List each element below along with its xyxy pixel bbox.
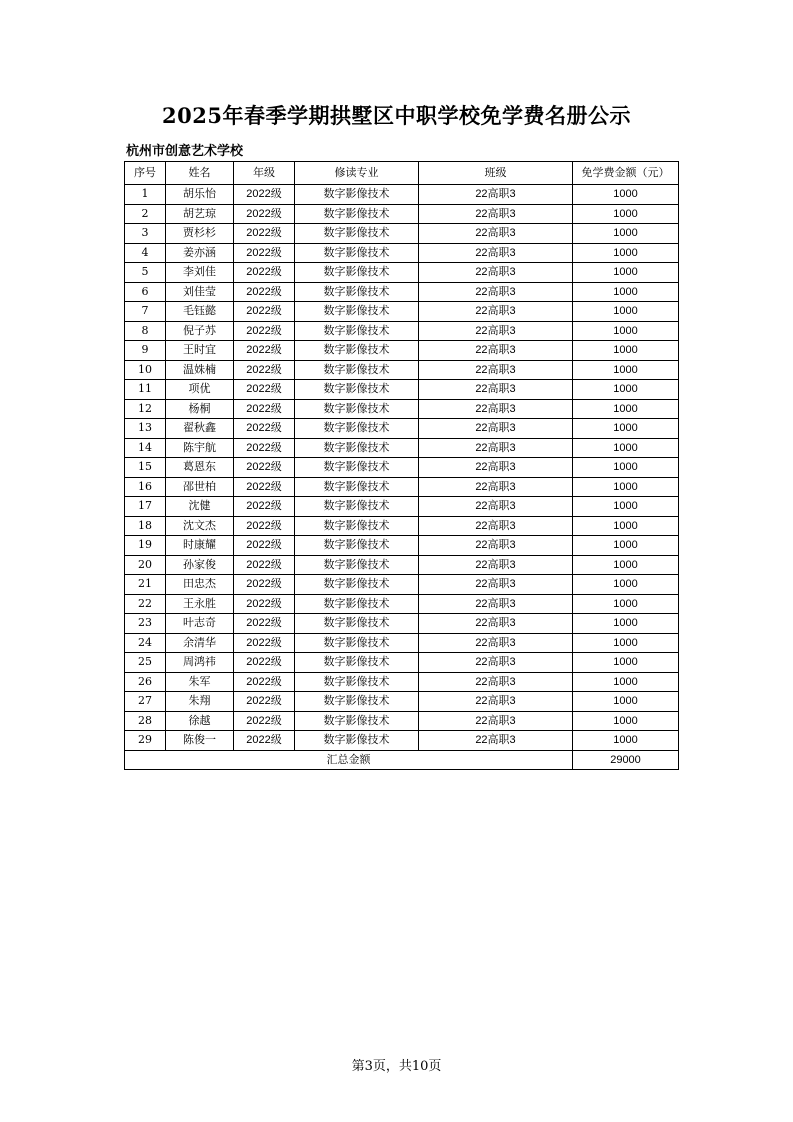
amount-cell: 1000: [573, 633, 679, 653]
class-name-cell: 22高职3: [419, 516, 573, 536]
amount-cell: 1000: [573, 282, 679, 302]
table-row: [125, 360, 679, 380]
grade-cell: 2022级: [234, 692, 295, 712]
class-name-cell: 22高职3: [419, 575, 573, 595]
table-row: [125, 399, 679, 419]
student-name-cell: 王永胜: [166, 594, 234, 614]
amount-cell: 1000: [573, 653, 679, 673]
amount-cell: 1000: [573, 575, 679, 595]
row-number-cell: 11: [125, 380, 166, 400]
class-name-cell: 22高职3: [419, 185, 573, 205]
row-number-cell: 22: [125, 594, 166, 614]
table-row: [125, 204, 679, 224]
grade-cell: 2022级: [234, 594, 295, 614]
amount-cell: 1000: [573, 555, 679, 575]
table-row: [125, 477, 679, 497]
class-name-cell: 22高职3: [419, 360, 573, 380]
table-header-row: [125, 162, 679, 185]
major-cell: 数字影像技术: [295, 575, 419, 595]
amount-cell: 1000: [573, 536, 679, 556]
major-cell: 数字影像技术: [295, 341, 419, 361]
table-row: [125, 302, 679, 322]
grade-cell: 2022级: [234, 321, 295, 341]
row-number-cell: 20: [125, 555, 166, 575]
class-name-cell: 22高职3: [419, 594, 573, 614]
total-label: 汇总金额: [125, 750, 573, 770]
major-cell: 数字影像技术: [295, 731, 419, 751]
class-name-cell: 22高职3: [419, 282, 573, 302]
student-name-cell: 毛钰懿: [166, 302, 234, 322]
fee-exemption-table: [124, 161, 679, 770]
grade-cell: 2022级: [234, 536, 295, 556]
class-name-cell: 22高职3: [419, 477, 573, 497]
major-cell: 数字影像技术: [295, 653, 419, 673]
row-number-cell: 24: [125, 633, 166, 653]
row-number-cell: 12: [125, 399, 166, 419]
student-name-cell: 刘佳莹: [166, 282, 234, 302]
grade-cell: 2022级: [234, 341, 295, 361]
student-name-cell: 李刘佳: [166, 263, 234, 283]
table-row: [125, 282, 679, 302]
major-cell: 数字影像技术: [295, 672, 419, 692]
header-name: 姓名: [166, 162, 234, 185]
student-name-cell: 徐越: [166, 711, 234, 731]
major-cell: 数字影像技术: [295, 711, 419, 731]
grade-cell: 2022级: [234, 243, 295, 263]
student-name-cell: 王时宜: [166, 341, 234, 361]
header-amount: 免学费金额（元）: [573, 162, 679, 185]
student-name-cell: 余清华: [166, 633, 234, 653]
row-number-cell: 16: [125, 477, 166, 497]
grade-cell: 2022级: [234, 633, 295, 653]
class-name-cell: 22高职3: [419, 692, 573, 712]
row-number-cell: 17: [125, 497, 166, 517]
table-row: [125, 224, 679, 244]
amount-cell: 1000: [573, 711, 679, 731]
class-name-cell: 22高职3: [419, 497, 573, 517]
table-row: [125, 516, 679, 536]
header-class: 班级: [419, 162, 573, 185]
grade-cell: 2022级: [234, 614, 295, 634]
grade-cell: 2022级: [234, 711, 295, 731]
class-name-cell: 22高职3: [419, 204, 573, 224]
school-name: 杭州市创意艺术学校: [126, 144, 244, 159]
student-name-cell: 邵世柏: [166, 477, 234, 497]
table-row: [125, 497, 679, 517]
table-row: [125, 380, 679, 400]
row-number-cell: 13: [125, 419, 166, 439]
class-name-cell: 22高职3: [419, 341, 573, 361]
grade-cell: 2022级: [234, 224, 295, 244]
student-name-cell: 周鸿祎: [166, 653, 234, 673]
table-row: [125, 438, 679, 458]
amount-cell: 1000: [573, 224, 679, 244]
amount-cell: 1000: [573, 341, 679, 361]
major-cell: 数字影像技术: [295, 302, 419, 322]
class-name-cell: 22高职3: [419, 224, 573, 244]
major-cell: 数字影像技术: [295, 614, 419, 634]
student-name-cell: 杨桐: [166, 399, 234, 419]
grade-cell: 2022级: [234, 302, 295, 322]
class-name-cell: 22高职3: [419, 380, 573, 400]
amount-cell: 1000: [573, 419, 679, 439]
row-number-cell: 28: [125, 711, 166, 731]
row-number-cell: 29: [125, 731, 166, 751]
table-row: [125, 555, 679, 575]
major-cell: 数字影像技术: [295, 594, 419, 614]
table-row: [125, 614, 679, 634]
grade-cell: 2022级: [234, 575, 295, 595]
grade-cell: 2022级: [234, 438, 295, 458]
row-number-cell: 8: [125, 321, 166, 341]
student-name-cell: 沈文杰: [166, 516, 234, 536]
major-cell: 数字影像技术: [295, 243, 419, 263]
major-cell: 数字影像技术: [295, 555, 419, 575]
major-cell: 数字影像技术: [295, 477, 419, 497]
major-cell: 数字影像技术: [295, 380, 419, 400]
table-row: [125, 575, 679, 595]
row-number-cell: 26: [125, 672, 166, 692]
table-body: [125, 185, 679, 751]
row-number-cell: 27: [125, 692, 166, 712]
student-name-cell: 孙家俊: [166, 555, 234, 575]
row-number-cell: 6: [125, 282, 166, 302]
row-number-cell: 23: [125, 614, 166, 634]
class-name-cell: 22高职3: [419, 419, 573, 439]
table-row: [125, 185, 679, 205]
class-name-cell: 22高职3: [419, 302, 573, 322]
row-number-cell: 1: [125, 185, 166, 205]
class-name-cell: 22高职3: [419, 321, 573, 341]
student-name-cell: 陈宇航: [166, 438, 234, 458]
table-row: [125, 243, 679, 263]
page-footer: 第3页，共10页: [351, 1059, 442, 1074]
class-name-cell: 22高职3: [419, 243, 573, 263]
amount-cell: 1000: [573, 243, 679, 263]
grade-cell: 2022级: [234, 497, 295, 517]
table-row: [125, 731, 679, 751]
amount-cell: 1000: [573, 185, 679, 205]
table-row: [125, 692, 679, 712]
grade-cell: 2022级: [234, 282, 295, 302]
row-number-cell: 9: [125, 341, 166, 361]
grade-cell: 2022级: [234, 458, 295, 478]
amount-cell: 1000: [573, 497, 679, 517]
amount-cell: 1000: [573, 731, 679, 751]
student-name-cell: 时康耀: [166, 536, 234, 556]
page-title: 2025年春季学期拱墅区中职学校免学费名册公示: [162, 103, 631, 128]
major-cell: 数字影像技术: [295, 185, 419, 205]
major-cell: 数字影像技术: [295, 419, 419, 439]
amount-cell: 1000: [573, 516, 679, 536]
major-cell: 数字影像技术: [295, 282, 419, 302]
major-cell: 数字影像技术: [295, 204, 419, 224]
row-number-cell: 19: [125, 536, 166, 556]
class-name-cell: 22高职3: [419, 614, 573, 634]
table-row: [125, 633, 679, 653]
header-major: 修读专业: [295, 162, 419, 185]
amount-cell: 1000: [573, 477, 679, 497]
student-name-cell: 温姝楠: [166, 360, 234, 380]
row-number-cell: 10: [125, 360, 166, 380]
amount-cell: 1000: [573, 263, 679, 283]
student-name-cell: 朱军: [166, 672, 234, 692]
grade-cell: 2022级: [234, 204, 295, 224]
class-name-cell: 22高职3: [419, 731, 573, 751]
grade-cell: 2022级: [234, 516, 295, 536]
student-name-cell: 朱翔: [166, 692, 234, 712]
row-number-cell: 2: [125, 204, 166, 224]
grade-cell: 2022级: [234, 653, 295, 673]
amount-cell: 1000: [573, 399, 679, 419]
student-name-cell: 倪子苏: [166, 321, 234, 341]
table-row: [125, 672, 679, 692]
amount-cell: 1000: [573, 360, 679, 380]
class-name-cell: 22高职3: [419, 555, 573, 575]
class-name-cell: 22高职3: [419, 672, 573, 692]
class-name-cell: 22高职3: [419, 458, 573, 478]
student-name-cell: 翟秋鑫: [166, 419, 234, 439]
class-name-cell: 22高职3: [419, 653, 573, 673]
amount-cell: 1000: [573, 594, 679, 614]
class-name-cell: 22高职3: [419, 263, 573, 283]
total-value: 29000: [573, 750, 679, 770]
table-row: [125, 458, 679, 478]
table-row: [125, 419, 679, 439]
table-row: [125, 711, 679, 731]
row-number-cell: 18: [125, 516, 166, 536]
major-cell: 数字影像技术: [295, 263, 419, 283]
amount-cell: 1000: [573, 438, 679, 458]
table-row: [125, 341, 679, 361]
row-number-cell: 25: [125, 653, 166, 673]
student-name-cell: 叶志奇: [166, 614, 234, 634]
student-name-cell: 田忠杰: [166, 575, 234, 595]
student-name-cell: 陈俊一: [166, 731, 234, 751]
student-name-cell: 胡艺琼: [166, 204, 234, 224]
major-cell: 数字影像技术: [295, 633, 419, 653]
class-name-cell: 22高职3: [419, 399, 573, 419]
grade-cell: 2022级: [234, 672, 295, 692]
amount-cell: 1000: [573, 302, 679, 322]
grade-cell: 2022级: [234, 731, 295, 751]
major-cell: 数字影像技术: [295, 399, 419, 419]
amount-cell: 1000: [573, 204, 679, 224]
header-no: 序号: [125, 162, 166, 185]
amount-cell: 1000: [573, 672, 679, 692]
grade-cell: 2022级: [234, 380, 295, 400]
grade-cell: 2022级: [234, 399, 295, 419]
class-name-cell: 22高职3: [419, 438, 573, 458]
table-row: [125, 594, 679, 614]
major-cell: 数字影像技术: [295, 438, 419, 458]
row-number-cell: 4: [125, 243, 166, 263]
major-cell: 数字影像技术: [295, 360, 419, 380]
grade-cell: 2022级: [234, 477, 295, 497]
grade-cell: 2022级: [234, 419, 295, 439]
grade-cell: 2022级: [234, 360, 295, 380]
major-cell: 数字影像技术: [295, 458, 419, 478]
major-cell: 数字影像技术: [295, 321, 419, 341]
table-row: [125, 263, 679, 283]
row-number-cell: 5: [125, 263, 166, 283]
table-row: [125, 536, 679, 556]
amount-cell: 1000: [573, 458, 679, 478]
major-cell: 数字影像技术: [295, 497, 419, 517]
amount-cell: 1000: [573, 380, 679, 400]
row-number-cell: 21: [125, 575, 166, 595]
header-grade: 年级: [234, 162, 295, 185]
major-cell: 数字影像技术: [295, 516, 419, 536]
table-row: [125, 321, 679, 341]
grade-cell: 2022级: [234, 185, 295, 205]
row-number-cell: 3: [125, 224, 166, 244]
student-name-cell: 贾杉杉: [166, 224, 234, 244]
major-cell: 数字影像技术: [295, 692, 419, 712]
class-name-cell: 22高职3: [419, 633, 573, 653]
class-name-cell: 22高职3: [419, 536, 573, 556]
student-name-cell: 沈健: [166, 497, 234, 517]
student-name-cell: 葛恩东: [166, 458, 234, 478]
row-number-cell: 15: [125, 458, 166, 478]
grade-cell: 2022级: [234, 555, 295, 575]
amount-cell: 1000: [573, 692, 679, 712]
total-row: [125, 750, 679, 770]
row-number-cell: 7: [125, 302, 166, 322]
student-name-cell: 胡乐怡: [166, 185, 234, 205]
amount-cell: 1000: [573, 614, 679, 634]
row-number-cell: 14: [125, 438, 166, 458]
grade-cell: 2022级: [234, 263, 295, 283]
major-cell: 数字影像技术: [295, 536, 419, 556]
major-cell: 数字影像技术: [295, 224, 419, 244]
student-name-cell: 姜亦涵: [166, 243, 234, 263]
amount-cell: 1000: [573, 321, 679, 341]
student-name-cell: 项优: [166, 380, 234, 400]
table-row: [125, 653, 679, 673]
class-name-cell: 22高职3: [419, 711, 573, 731]
